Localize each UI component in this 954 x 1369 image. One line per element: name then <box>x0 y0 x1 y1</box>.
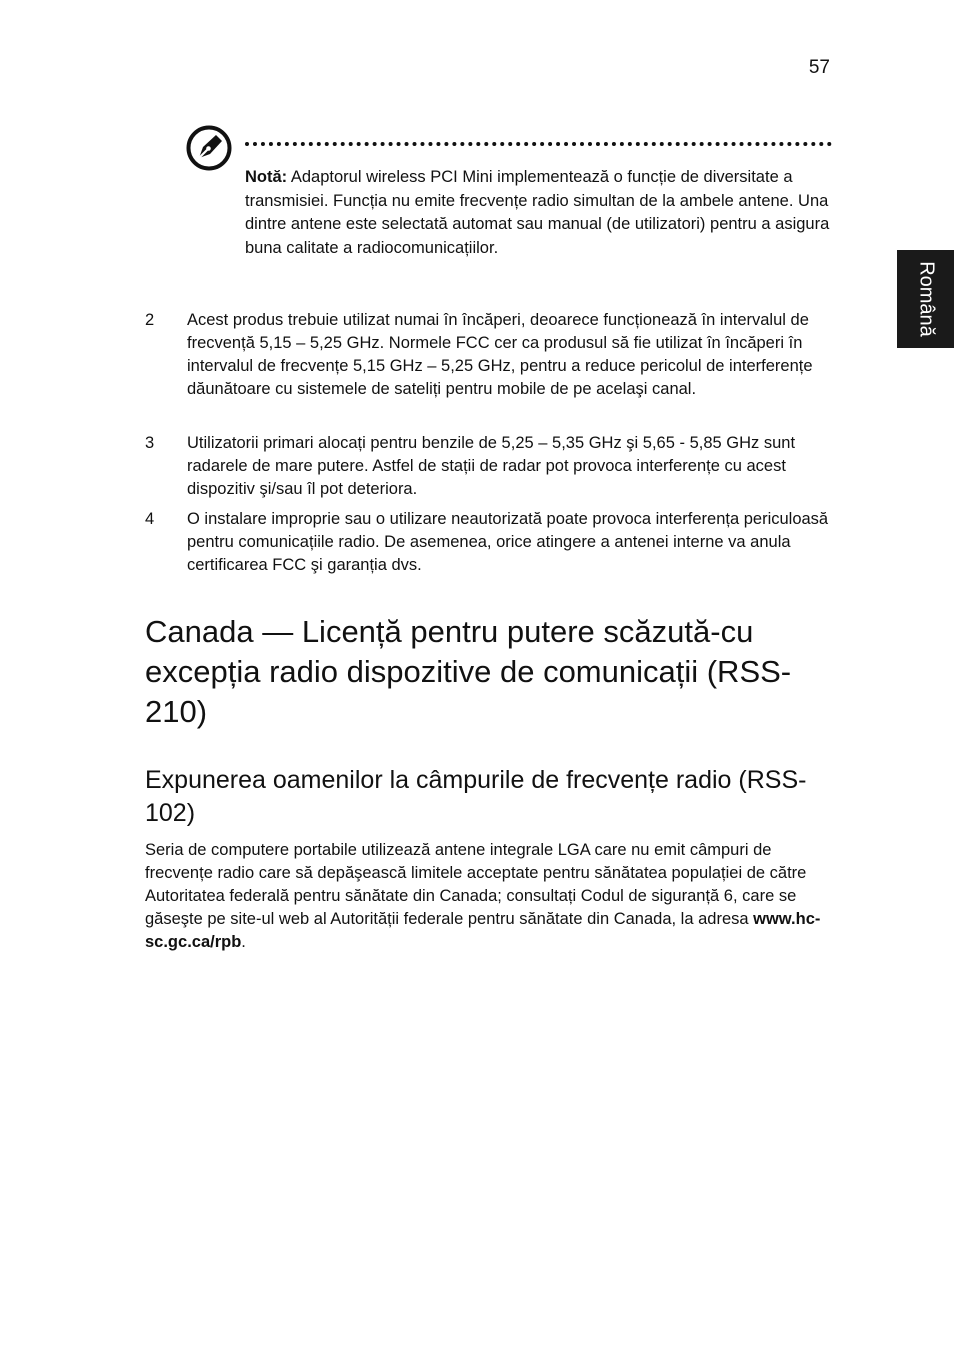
list-item <box>145 508 835 577</box>
list-item-text: O instalare improprie sau o utilizare neautorizată poate provoca interferența periculoasă pentru comunicațiile radio. De asemenea, orice atingere a antenei interne va anula certificarea FCC şi garanția dvs. <box>187 510 829 574</box>
list-item <box>145 432 835 501</box>
page-number: 57 <box>808 57 830 78</box>
list-item-number: 3 <box>145 434 155 452</box>
body-paragraph <box>145 839 835 954</box>
note-body: Adaptorul wireless PCI Mini implementează o funcție de diversitate a transmisiei. Funcția nu emite frecvențe radio simultan de la ambele antene. Una dintre antene este selectată automat sau manual (de utilizatori) pentru a asigura buna calitate a radiocomunicațiilor. <box>245 168 830 257</box>
note-text <box>245 166 830 260</box>
list-item-number: 2 <box>145 311 155 329</box>
section-heading: Canada — Licență pentru putere scăzută-cu excepția radio dispozitive de comunicații (RSS-210) <box>145 614 792 729</box>
note-label: Notă: <box>245 168 288 186</box>
language-tab-label: Română <box>915 261 937 337</box>
language-tab <box>897 250 954 348</box>
note-pen-icon <box>186 125 232 171</box>
list-item-text: Utilizatorii primari alocați pentru benzile de 5,25 – 5,35 GHz şi 5,65 - 5,85 GHz sunt radarele de mare putere. Astfel de stații de radar pot provoca interferențe cu acest dispozitiv şi/sau îl pot deteriora. <box>187 434 796 498</box>
body-end: . <box>241 933 246 951</box>
subsection-heading: Expunerea oamenilor la câmpurile de frecvențe radio (RSS-102) <box>145 766 807 827</box>
list-item-number: 4 <box>145 510 155 528</box>
note-divider <box>245 142 832 146</box>
list-item-text: Acest produs trebuie utilizat numai în încăperi, deoarece funcționează în intervalul de frecvență 5,15 – 5,25 GHz. Normele FCC cer ca produsul să fie utilizat în încăperi în intervalul de frecvențe 5,15 GHz – 5,25 GHz, pentru a reduce pericolul de interferențe dăunătoare cu sistemele de sateliți pentru mobile de pe acelaşi canal. <box>187 311 813 398</box>
body-text: Seria de computere portabile utilizează antene integrale LGA care nu emit câmpuri de frecvențe radio care să depăşească limitele acceptate pentru sănătatea populației de către Autoritatea federală pentru sănătate din Canada; consultați Codul de siguranță 6, care se găseşte pe site-ul web al Autorității federale pentru sănătate din Canada, la adresa <box>145 841 807 928</box>
list-item <box>145 309 835 401</box>
body-link[interactable]: www.hc-sc.gc.ca/rpb <box>145 910 821 951</box>
